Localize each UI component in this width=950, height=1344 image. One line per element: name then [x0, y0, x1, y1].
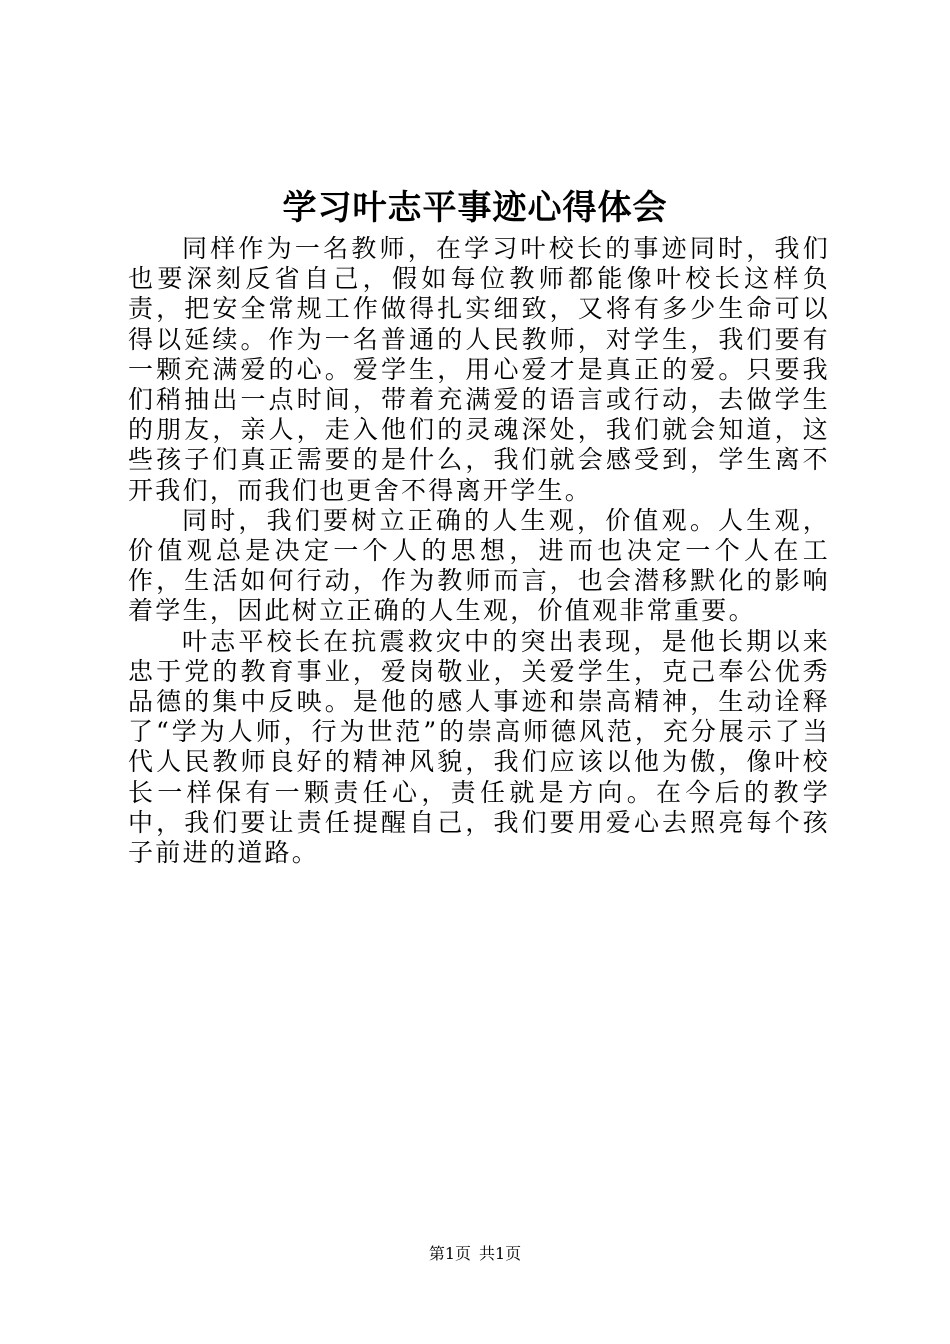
- paragraph-1: 同样作为一名教师，在学习叶校长的事迹同时，我们也要深刻反省自己，假如每位教师都能像叶校长这样负责，把安全常规工作做得扎实细致，又将有多少生命可以得以延续。作为一名普通的人民教师，对学生，我们要有一颗充满爱的心。爱学生，用心爱才是真正的爱。只要我们稍抽出一点时间，带着充满爱的语言或行动，去做学生的朋友，亲人，走入他们的灵魂深处，我们就会知道，这些孩子们真正需要的是什么，我们就会感受到，学生离不开我们，而我们也更舍不得离开学生。: [128, 234, 830, 505]
- paragraph-3: 叶志平校长在抗震救灾中的突出表现，是他长期以来忠于党的教育事业，爱岗敬业，关爱学生，克己奉公优秀品德的集中反映。是他的感人事迹和崇高精神，生动诠释了“学为人师，行为世范”的崇高师德风范，充分展示了当代人民教师良好的精神风貌，我们应该以他为傲，像叶校长一样保有一颗责任心，责任就是方向。在今后的教学中，我们要让责任提醒自己，我们要用爱心去照亮每个孩子前进的道路。: [128, 626, 830, 868]
- paragraph-2: 同时，我们要树立正确的人生观，价值观。人生观，价值观总是决定一个人的思想，进而也决定一个人在工作，生活如何行动，作为教师而言，也会潜移默化的影响着学生，因此树立正确的人生观，价值观非常重要。: [128, 505, 830, 626]
- page-footer: [0, 1243, 950, 1265]
- page-total: 共1页: [479, 1244, 522, 1263]
- document-title: 学习叶志平事迹心得体会: [282, 188, 668, 228]
- page-number: 第1页: [428, 1244, 471, 1263]
- document-body: [128, 234, 830, 868]
